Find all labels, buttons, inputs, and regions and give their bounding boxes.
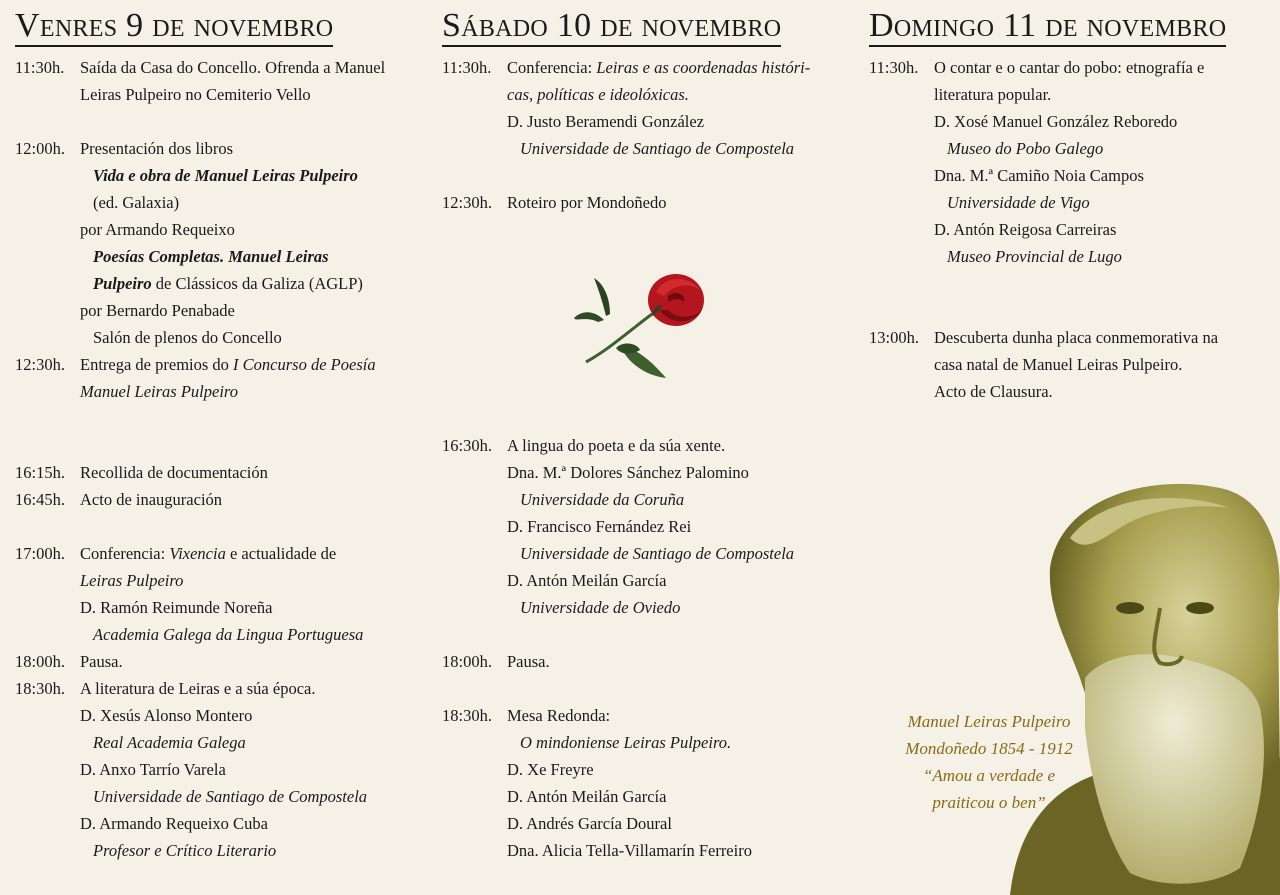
portrait-caption [880, 708, 1098, 816]
day-heading-saturday: Sábado 10 de novembro [442, 8, 781, 47]
rose-stem [586, 314, 652, 362]
leaf-upper-left [574, 312, 604, 322]
day-heading-friday: Venres 9 de novembro [15, 8, 333, 47]
portrait-eye-right [1186, 602, 1214, 614]
portrait-eye-left [1116, 602, 1144, 614]
caption-quote-line2: praiticou o ben” [932, 793, 1046, 812]
caption-quote-line1: “Amou a verdade e [922, 766, 1056, 785]
rose-illustration [568, 270, 708, 385]
portrait-photo [1010, 478, 1280, 895]
day-heading-sunday: Domingo 11 de novembro [869, 8, 1226, 47]
leaf-top [594, 278, 610, 316]
caption-dates: Mondoñedo 1854 - 1912 [905, 739, 1073, 758]
caption-name: Manuel Leiras Pulpeiro [907, 712, 1071, 731]
